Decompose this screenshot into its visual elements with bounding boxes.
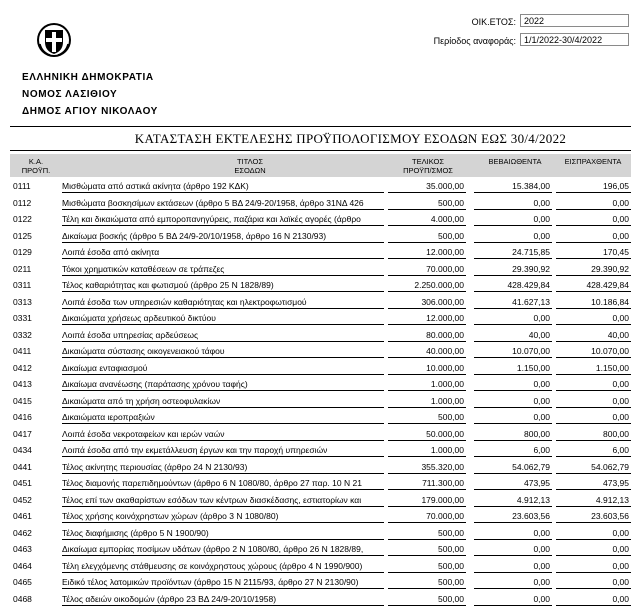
table-row <box>10 343 631 360</box>
revenue-table-body <box>10 178 631 607</box>
row-underline <box>62 588 384 589</box>
row-title: Τέλη και δικαιώματα από εμποροπανηγύρεις, παζάρια και λαϊκές αγορές (άρθρο <box>62 214 384 225</box>
row-budget: 500,00 <box>384 231 464 242</box>
row-underline <box>388 588 466 589</box>
row-underline <box>474 539 552 540</box>
row-title: Τέλη ελεγχόμενης στάθμευσης σε κοινόχρηστους χώρους (άρθρο 4 Ν 1990/900) <box>62 561 384 572</box>
row-underline <box>474 308 552 309</box>
row-underline <box>62 423 384 424</box>
row-title: Τέλος αδειών οικοδομών (άρθρο 23 ΒΔ 24/9-20/10/1958) <box>62 594 384 605</box>
row-underline <box>556 242 631 243</box>
row-underline <box>388 275 466 276</box>
row-certified: 41.627,13 <box>470 297 550 308</box>
row-underline <box>388 242 466 243</box>
row-underline <box>62 341 384 342</box>
row-title: Λοιπά έσοδα των υπηρεσιών καθαριότητας και ηλεκτροφωτισμού <box>62 297 384 308</box>
row-code: 0468 <box>13 594 53 605</box>
row-code: 0417 <box>13 429 53 440</box>
row-underline <box>556 341 631 342</box>
row-collected: 0,00 <box>550 231 629 242</box>
table-header <box>10 154 631 177</box>
header-title <box>130 157 370 175</box>
row-underline <box>556 390 631 391</box>
row-title: Τέλος διαφήμισης (άρθρο 5 Ν 1900/90) <box>62 528 384 539</box>
row-underline <box>62 473 384 474</box>
row-budget: 306.000,00 <box>384 297 464 308</box>
row-certified: 6,00 <box>470 445 550 456</box>
org-line-prefecture: ΝΟΜΟΣ ΛΑΣΙΘΙΟΥ <box>22 89 117 100</box>
table-row <box>10 442 631 459</box>
row-underline <box>474 192 552 193</box>
row-underline <box>388 341 466 342</box>
row-underline <box>62 539 384 540</box>
row-collected: 0,00 <box>550 313 629 324</box>
row-underline <box>388 440 466 441</box>
row-certified: 0,00 <box>470 313 550 324</box>
row-underline <box>388 209 466 210</box>
row-underline <box>388 357 466 358</box>
row-certified: 40,00 <box>470 330 550 341</box>
row-underline <box>388 258 466 259</box>
row-collected: 800,00 <box>550 429 629 440</box>
row-underline <box>388 506 466 507</box>
row-underline <box>62 522 384 523</box>
row-certified: 0,00 <box>470 396 550 407</box>
row-title: Δικαιώματα ιεροπραξιών <box>62 412 384 423</box>
row-code: 0462 <box>13 528 53 539</box>
table-row <box>10 195 631 212</box>
period-field: 1/1/2022-30/4/2022 <box>520 33 629 46</box>
table-row <box>10 228 631 245</box>
row-underline <box>62 258 384 259</box>
row-budget: 10.000,00 <box>384 363 464 374</box>
row-budget: 1.000,00 <box>384 445 464 456</box>
row-code: 0434 <box>13 445 53 456</box>
row-budget: 12.000,00 <box>384 247 464 258</box>
row-title: Τέλος ακίνητης περιουσίας (άρθρο 24 Ν 2130/93) <box>62 462 384 473</box>
row-certified: 29.390,92 <box>470 264 550 275</box>
report-title-box <box>10 126 631 151</box>
row-certified: 0,00 <box>470 231 550 242</box>
row-underline <box>62 308 384 309</box>
row-code: 0129 <box>13 247 53 258</box>
row-certified: 428.429,84 <box>470 280 550 291</box>
row-budget: 70.000,00 <box>384 511 464 522</box>
table-row <box>10 525 631 542</box>
row-certified: 24.715,85 <box>470 247 550 258</box>
table-row <box>10 277 631 294</box>
header-budget-line2: ΠΡΟΫΠ/ΣΜΟΣ <box>388 166 468 175</box>
row-underline <box>556 374 631 375</box>
row-budget: 50.000,00 <box>384 429 464 440</box>
row-certified: 0,00 <box>470 379 550 390</box>
row-collected: 196,05 <box>550 181 629 192</box>
row-underline <box>388 308 466 309</box>
row-underline <box>62 192 384 193</box>
row-certified: 1.150,00 <box>470 363 550 374</box>
greek-coat-of-arms-icon <box>36 22 72 58</box>
row-underline <box>62 555 384 556</box>
row-budget: 711.300,00 <box>384 478 464 489</box>
row-certified: 0,00 <box>470 561 550 572</box>
row-underline <box>556 209 631 210</box>
row-underline <box>388 374 466 375</box>
row-code: 0411 <box>13 346 53 357</box>
row-underline <box>388 473 466 474</box>
fiscal-year-field: 2022 <box>520 14 629 27</box>
row-underline <box>474 555 552 556</box>
row-certified: 10.070,00 <box>470 346 550 357</box>
row-certified: 23.603,56 <box>470 511 550 522</box>
row-title: Τέλος διαμονής παρεπιδημούντων (άρθρο 6 Ν 1080/80, άρθρο 27 παρ. 10 Ν 21 <box>62 478 384 489</box>
fiscal-year-label: ΟΙΚ.ΕΤΟΣ: <box>396 17 516 27</box>
row-code: 0452 <box>13 495 53 506</box>
row-collected: 0,00 <box>550 544 629 555</box>
row-underline <box>474 357 552 358</box>
row-title: Λοιπά έσοδα νεκροταφείων και ιερών ναών <box>62 429 384 440</box>
row-underline <box>474 440 552 441</box>
row-budget: 500,00 <box>384 577 464 588</box>
table-row <box>10 211 631 228</box>
row-underline <box>474 209 552 210</box>
row-underline <box>556 357 631 358</box>
table-row <box>10 492 631 509</box>
row-collected: 0,00 <box>550 594 629 605</box>
row-underline <box>388 489 466 490</box>
row-underline <box>556 555 631 556</box>
row-underline <box>556 258 631 259</box>
row-certified: 0,00 <box>470 198 550 209</box>
row-code: 0461 <box>13 511 53 522</box>
row-budget: 70.000,00 <box>384 264 464 275</box>
row-budget: 500,00 <box>384 544 464 555</box>
row-certified: 54.062,79 <box>470 462 550 473</box>
row-underline <box>62 225 384 226</box>
row-collected: 170,45 <box>550 247 629 258</box>
row-underline <box>388 291 466 292</box>
row-underline <box>388 407 466 408</box>
row-underline <box>556 308 631 309</box>
row-underline <box>62 489 384 490</box>
row-underline <box>474 341 552 342</box>
row-underline <box>556 605 631 606</box>
row-underline <box>474 407 552 408</box>
row-underline <box>474 588 552 589</box>
row-title: Λοιπά έσοδα υπηρεσίας αρδεύσεως <box>62 330 384 341</box>
row-underline <box>474 390 552 391</box>
row-underline <box>556 192 631 193</box>
row-title: Δικαίωμα εμπορίας ποσίμων υδάτων (άρθρο 2 Ν 1080/80, άρθρο 26 Ν 1828/89, <box>62 544 384 555</box>
table-row <box>10 541 631 558</box>
row-underline <box>556 440 631 441</box>
row-underline <box>556 324 631 325</box>
row-underline <box>62 605 384 606</box>
row-underline <box>474 324 552 325</box>
row-underline <box>474 275 552 276</box>
row-collected: 40,00 <box>550 330 629 341</box>
table-row <box>10 508 631 525</box>
report-title: ΚΑΤΑΣΤΑΣΗ ΕΚΤΕΛΕΣΗΣ ΠΡΟΫΠΟΛΟΓΙΣΜΟΥ ΕΣΟΔΩΝ ΕΩΣ 30/4/2022 <box>10 127 631 150</box>
table-row <box>10 294 631 311</box>
table-row <box>10 376 631 393</box>
table-row <box>10 558 631 575</box>
row-title: Δικαιώματα χρήσεως αρδευτικού δικτύου <box>62 313 384 324</box>
row-title: Δικαίωμα βοσκής (άρθρο 5 ΒΔ 24/9-20/10/1958, άρθρο 16 Ν 2130/93) <box>62 231 384 242</box>
row-certified: 473,95 <box>470 478 550 489</box>
row-collected: 54.062,79 <box>550 462 629 473</box>
table-row <box>10 591 631 607</box>
row-certified: 15.384,00 <box>470 181 550 192</box>
row-certified: 4.912,13 <box>470 495 550 506</box>
row-code: 0413 <box>13 379 53 390</box>
row-certified: 0,00 <box>470 412 550 423</box>
row-title: Τέλος καθαριότητας και φωτισμού (άρθρο 25 Ν 1828/89) <box>62 280 384 291</box>
row-code: 0331 <box>13 313 53 324</box>
row-underline <box>556 275 631 276</box>
row-underline <box>62 440 384 441</box>
row-underline <box>556 456 631 457</box>
row-title: Τέλος χρήσης κοινόχρηστων χώρων (άρθρο 3 Ν 1080/80) <box>62 511 384 522</box>
row-title: Δικαίωμα ενταφιασμού <box>62 363 384 374</box>
header-code-line2: ΠΡΟΫΠ. <box>10 166 62 175</box>
row-underline <box>474 242 552 243</box>
row-certified: 0,00 <box>470 544 550 555</box>
row-underline <box>62 275 384 276</box>
row-collected: 0,00 <box>550 561 629 572</box>
row-budget: 2.250.000,00 <box>384 280 464 291</box>
row-underline <box>556 588 631 589</box>
row-title: Τόκοι χρηματικών καταθέσεων σε τράπεζες <box>62 264 384 275</box>
row-certified: 0,00 <box>470 528 550 539</box>
table-row <box>10 261 631 278</box>
table-row <box>10 426 631 443</box>
row-underline <box>474 489 552 490</box>
row-budget: 500,00 <box>384 594 464 605</box>
table-row <box>10 178 631 195</box>
header-title-line1: ΤΙΤΛΟΣ <box>130 157 370 166</box>
row-code: 0211 <box>13 264 53 275</box>
row-collected: 428.429,84 <box>550 280 629 291</box>
row-underline <box>62 242 384 243</box>
row-underline <box>388 572 466 573</box>
row-collected: 0,00 <box>550 577 629 588</box>
row-underline <box>388 456 466 457</box>
row-underline <box>388 192 466 193</box>
row-code: 0125 <box>13 231 53 242</box>
row-underline <box>388 522 466 523</box>
row-code: 0464 <box>13 561 53 572</box>
row-code: 0111 <box>13 181 53 192</box>
row-code: 0416 <box>13 412 53 423</box>
row-underline <box>556 522 631 523</box>
row-underline <box>556 423 631 424</box>
row-underline <box>388 605 466 606</box>
row-underline <box>556 489 631 490</box>
header-budget <box>388 157 468 175</box>
row-budget: 40.000,00 <box>384 346 464 357</box>
table-row <box>10 459 631 476</box>
row-underline <box>474 456 552 457</box>
row-title: Τέλος επί των ακαθαρίστων εσόδων των κέντρων διασκέδασης, εστιατορίων και <box>62 495 384 506</box>
row-underline <box>474 258 552 259</box>
header-collected: ΕΙΣΠΡΑΧΘΕΝΤΑ <box>555 157 631 166</box>
row-budget: 500,00 <box>384 412 464 423</box>
org-line-country: ΕΛΛΗΝΙΚΗ ΔΗΜΟΚΡΑΤΙΑ <box>22 72 154 83</box>
row-underline <box>474 225 552 226</box>
row-title: Λοιπά έσοδα από την εκμετάλλευση έργων και την παροχή υπηρεσιών <box>62 445 384 456</box>
row-title: Ειδικό τέλος λατομικών προϊόντων (άρθρο 15 Ν 2115/93, άρθρο 27 Ν 2130/90) <box>62 577 384 588</box>
row-underline <box>474 374 552 375</box>
header-code-line1: Κ.Α. <box>10 157 62 166</box>
row-collected: 4.912,13 <box>550 495 629 506</box>
header-certified: ΒΕΒΑΙΩΘΕΝΤΑ <box>475 157 555 166</box>
row-certified: 800,00 <box>470 429 550 440</box>
row-code: 0441 <box>13 462 53 473</box>
row-underline <box>474 605 552 606</box>
row-collected: 473,95 <box>550 478 629 489</box>
row-underline <box>474 423 552 424</box>
row-certified: 0,00 <box>470 594 550 605</box>
row-code: 0412 <box>13 363 53 374</box>
row-budget: 1.000,00 <box>384 379 464 390</box>
row-budget: 4.000,00 <box>384 214 464 225</box>
row-underline <box>62 357 384 358</box>
table-row <box>10 574 631 591</box>
row-underline <box>474 506 552 507</box>
org-line-municipality: ΔΗΜΟΣ ΑΓΙΟΥ ΝΙΚΟΛΑΟΥ <box>22 106 158 117</box>
row-underline <box>62 456 384 457</box>
row-title: Λοιπά έσοδα από ακίνητα <box>62 247 384 258</box>
row-title: Δικαίωμα ανανέωσης (παράτασης χρόνου ταφής) <box>62 379 384 390</box>
row-budget: 355.320,00 <box>384 462 464 473</box>
row-collected: 0,00 <box>550 198 629 209</box>
row-underline <box>474 522 552 523</box>
table-row <box>10 360 631 377</box>
header-code <box>10 157 62 175</box>
row-code: 0112 <box>13 198 53 209</box>
row-underline <box>62 374 384 375</box>
row-underline <box>62 407 384 408</box>
row-collected: 23.603,56 <box>550 511 629 522</box>
period-label: Περίοδος αναφοράς: <box>396 36 516 46</box>
row-title: Δικαιώματα σύστασης οικογενειακού τάφου <box>62 346 384 357</box>
header-title-line2: ΕΣΟΔΩΝ <box>130 166 370 175</box>
row-budget: 179.000,00 <box>384 495 464 506</box>
row-code: 0451 <box>13 478 53 489</box>
row-collected: 10.070,00 <box>550 346 629 357</box>
row-collected: 0,00 <box>550 396 629 407</box>
row-collected: 0,00 <box>550 214 629 225</box>
row-budget: 500,00 <box>384 561 464 572</box>
row-collected: 6,00 <box>550 445 629 456</box>
row-underline <box>388 390 466 391</box>
row-code: 0463 <box>13 544 53 555</box>
row-collected: 1.150,00 <box>550 363 629 374</box>
row-code: 0313 <box>13 297 53 308</box>
row-collected: 29.390,92 <box>550 264 629 275</box>
row-code: 0415 <box>13 396 53 407</box>
row-underline <box>556 225 631 226</box>
row-underline <box>388 423 466 424</box>
table-row <box>10 244 631 261</box>
row-underline <box>388 555 466 556</box>
row-budget: 500,00 <box>384 528 464 539</box>
row-code: 0465 <box>13 577 53 588</box>
row-underline <box>556 572 631 573</box>
row-underline <box>556 291 631 292</box>
table-row <box>10 310 631 327</box>
row-title: Μισθώματα βοσκησίμων εκτάσεων (άρθρο 5 ΒΔ 24/9-20/1958, άρθρο 31ΝΔ 426 <box>62 198 384 209</box>
table-row <box>10 409 631 426</box>
table-row <box>10 475 631 492</box>
row-underline <box>474 473 552 474</box>
row-underline <box>556 407 631 408</box>
row-underline <box>556 473 631 474</box>
row-underline <box>62 506 384 507</box>
row-underline <box>62 209 384 210</box>
table-row <box>10 393 631 410</box>
row-budget: 35.000,00 <box>384 181 464 192</box>
row-collected: 10.186,84 <box>550 297 629 308</box>
row-certified: 0,00 <box>470 214 550 225</box>
row-underline <box>62 390 384 391</box>
row-underline <box>474 572 552 573</box>
row-underline <box>388 225 466 226</box>
row-underline <box>474 291 552 292</box>
row-code: 0332 <box>13 330 53 341</box>
row-underline <box>62 324 384 325</box>
table-row <box>10 327 631 344</box>
row-underline <box>62 291 384 292</box>
row-underline <box>388 324 466 325</box>
row-title: Μισθώματα από αστικά ακίνητα (άρθρο 192 ΚΔΚ) <box>62 181 384 192</box>
row-underline <box>388 539 466 540</box>
row-code: 0311 <box>13 280 53 291</box>
row-underline <box>556 539 631 540</box>
row-budget: 500,00 <box>384 198 464 209</box>
row-budget: 80.000,00 <box>384 330 464 341</box>
row-certified: 0,00 <box>470 577 550 588</box>
row-underline <box>556 506 631 507</box>
row-budget: 12.000,00 <box>384 313 464 324</box>
row-underline <box>62 572 384 573</box>
row-collected: 0,00 <box>550 528 629 539</box>
row-title: Δικαιώματα από τη χρήση οστεοφυλακίων <box>62 396 384 407</box>
row-budget: 1.000,00 <box>384 396 464 407</box>
row-collected: 0,00 <box>550 412 629 423</box>
row-collected: 0,00 <box>550 379 629 390</box>
row-code: 0122 <box>13 214 53 225</box>
header-budget-line1: ΤΕΛΙΚΟΣ <box>388 157 468 166</box>
